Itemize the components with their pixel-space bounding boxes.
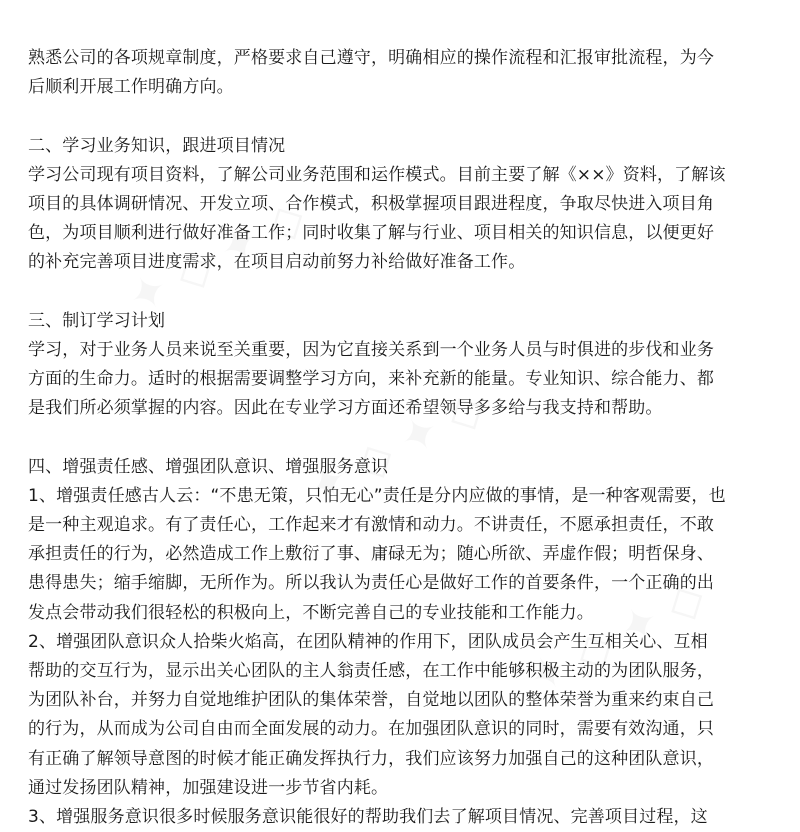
section2-line: 色，为项目顺利进行做好准备工作；同时收集了解与行业、项目相关的知识信息，以便更好 bbox=[28, 223, 714, 244]
item1-line: 承担责任的行为，必然造成工作上敷衍了事、庸碌无为；随心所欲、弄虚作假；明哲保身、 bbox=[28, 544, 714, 565]
item1-line: 1、增强责任感古人云：“不患无策，只怕无心”责任是分内应做的事情，是一种客观需要，也 bbox=[28, 485, 726, 506]
section2-line: 的补充完善项目进度需求，在项目启动前努力补给做好准备工作。 bbox=[28, 252, 526, 273]
item2-line: 通过发扬团队精神，加强建设进一步节省内耗。 bbox=[28, 777, 389, 798]
item1-line: 患得患失；缩手缩脚，无所作为。所以我认为责任心是做好工作的首要条件，一个正确的出 bbox=[28, 573, 714, 594]
section3-line: 方面的生命力。适时的根据需要调整学习方向，来补充新的能量。专业知识、综合能力、都 bbox=[28, 369, 714, 390]
item1-line: 发点会带动我们很轻松的积极向上，不断完善自己的专业技能和工作能力。 bbox=[28, 602, 594, 623]
item2-line: 为团队补台，并努力自觉地维护团队的集体荣誉，自觉地以团队的整体荣誉为重来约束自己 bbox=[28, 690, 714, 711]
paragraph-gap bbox=[28, 102, 780, 131]
item2-line: 的行为，从而成为公司自由而全面发展的动力。在加强团队意识的同时，需要有效沟通，只 bbox=[28, 719, 714, 740]
item1-line: 是一种主观追求。有了责任心，工作起来才有激情和动力。不讲责任，不愿承担责任，不敢 bbox=[28, 515, 714, 535]
paragraph-gap bbox=[28, 278, 780, 307]
intro-line: 熟悉公司的各项规章制度，严格要求自己遵守，明确相应的操作流程和汇报审批流程，为今 bbox=[28, 48, 714, 68]
intro-line: 后顺利开展工作明确方向。 bbox=[28, 77, 234, 98]
section3-line: 学习，对于业务人员来说至关重要，因为它直接关系到一个业务人员与时俱进的步伐和业务 bbox=[28, 339, 714, 360]
item3-line: 3、增强服务意识很多时候服务意识能很好的帮助我们去了解项目情况、完善项目过程，这 bbox=[28, 806, 708, 827]
document-body bbox=[28, 44, 780, 832]
section-heading-4: 四、增强责任感、增强团队意识、增强服务意识 bbox=[28, 456, 389, 477]
section2-line: 学习公司现有项目资料，了解公司业务范围和运作模式。目前主要了解《××》资料，了解该 bbox=[28, 164, 726, 185]
paragraph-gap bbox=[28, 423, 780, 452]
section3-line: 是我们所必须掌握的内容。因此在专业学习方面还希望领导多多给与我支持和帮助。 bbox=[28, 398, 663, 419]
section-heading-3: 三、制订学习计划 bbox=[28, 310, 166, 331]
section-heading-2: 二、学习业务知识，跟进项目情况 bbox=[28, 135, 286, 156]
item2-line: 帮助的交互行为，显示出关心团队的主人翁责任感，在工作中能够积极主动的为团队服务， bbox=[28, 660, 714, 681]
section2-line: 项目的具体调研情况、开发立项、合作模式，积极掌握项目跟进程度，争取尽快进入项目角 bbox=[28, 193, 714, 214]
item2-line: 有正确了解领导意图的时候才能正确发挥执行力，我们应该努力加强自己的这种团队意识， bbox=[28, 748, 714, 769]
item2-line: 2、增强团队意识众人拾柴火焰高，在团队精神的作用下，团队成员会产生互相关心、互相 bbox=[28, 631, 708, 652]
